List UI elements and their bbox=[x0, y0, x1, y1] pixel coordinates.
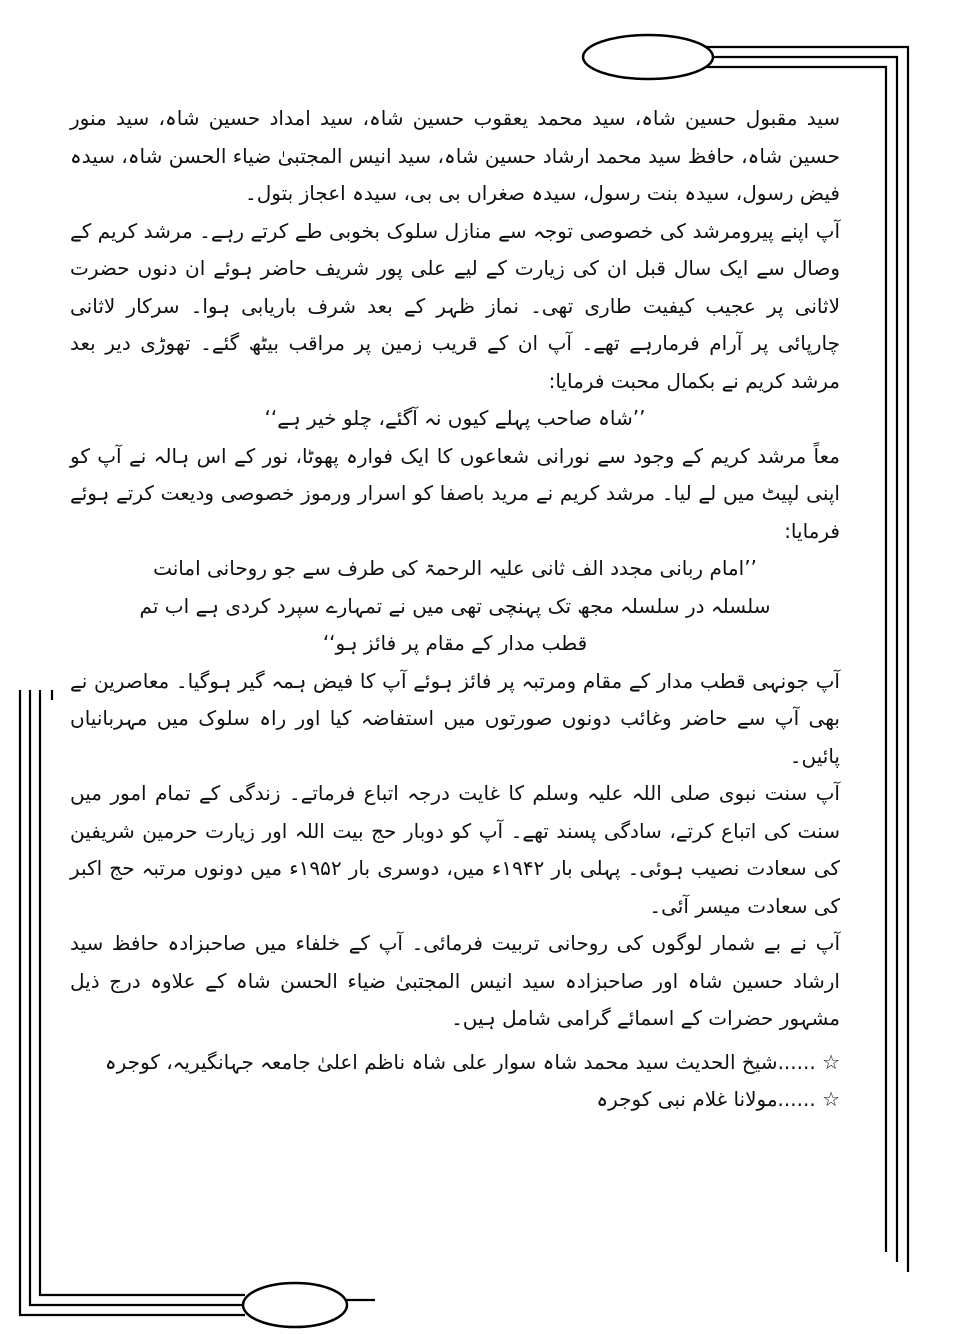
page-text-body bbox=[70, 100, 840, 1119]
top-oval-ornament bbox=[583, 35, 713, 79]
paragraph-sunnat-hajj: آپ سنت نبوی صلی اللہ علیہ وسلم کا غایت درجہ اتباع فرماتے۔ زندگی کے تمام امور میں سنت کی اتباع کرتے، سادگی پسند تھے۔ آپ کو دوبار حج بیت اللہ اور زیارت حرمین شریفین کی سعادت نصیب ہوئی۔ پہلی بار ۱۹۴۲ء میں، دوسری بار ۱۹۵۲ء میں دونوں مرتبہ حج اکبر کی سعادت میسر آئی۔ bbox=[70, 781, 840, 918]
quote-amanat-line-2: سلسلہ در سلسلہ مجھ تک پہنچی تھی میں نے تمہارے سپرد کردی ہے اب تم bbox=[139, 593, 771, 618]
paragraph-visit-murshid: آپ اپنے پیرومرشد کی خصوصی توجہ سے منازل سلوک بخوبی طے کرتے رہے۔ مرشد کریم کے وصال سے ایک سال قبل ان کی زیارت کے لیے علی پور شریف حاضر ہوئے ان دنوں حضرت لاثانی پر عجیب کیفیت طاری تھی۔ نماز ظہر کے بعد شرف باریابی ہوا۔ سرکار لاثانی چارپائی پر آرام فرمارہے تھے۔ آپ ان کے قریب زمین پر مراقب بیٹھ گئے۔ تھوڑی دیر بعد مرشد کریم نے بکمال محبت فرمایا: bbox=[70, 218, 840, 393]
paragraph-noor-fountain: معاً مرشد کریم کے وجود سے نورانی شعاعوں کا ایک فوارہ پھوٹا، نور کے اس ہالہ نے آپ کو اپنی لپیٹ میں لے لیا۔ مرشد کریم نے مرید باصفا کو اسرار ورموز خصوصی ودیعت کرتے ہوئے فرمایا: bbox=[70, 443, 840, 543]
quote-shah-sahib: ’’شاہ صاحب پہلے کیوں نہ آگئے، چلو خیر ہے‘‘ bbox=[264, 406, 646, 430]
list-item-khalifa-2: ☆ ......مولانا غلام نبی کوجرہ bbox=[596, 1087, 840, 1111]
quote-amanat-line-1: ’’امام ربانی مجدد الف ثانی علیہ الرحمۃ کی طرف سے جو روحانی امانت bbox=[153, 556, 757, 580]
paragraph-khulafa: آپ نے بے شمار لوگوں کی روحانی تربیت فرمائی۔ آپ کے خلفاء میں صاحبزادہ حافظ سید ارشاد حسین شاہ اور صاحبزادہ سید انیس المجتبیٰ ضیاء الحسن شاہ کے علاوہ درج ذیل مشہور حضرات کے اسمائے گرامی شامل ہیں۔ bbox=[70, 931, 840, 1030]
quote-amanat-line-3: قطب مدار کے مقام پر فائز ہو‘‘ bbox=[322, 631, 588, 655]
list-item-khalifa-1: ☆ ......شیخ الحدیث سید محمد شاہ سوار علی شاہ ناظم اعلیٰ جامعہ جہانگیریہ، کوجرہ bbox=[104, 1049, 840, 1074]
bottom-oval-ornament bbox=[243, 1283, 347, 1327]
paragraph-family-names: سید مقبول حسین شاہ، سید محمد یعقوب حسین شاہ، سید امداد حسین شاہ، سید منور حسین شاہ، حافظ سید محمد ارشاد حسین شاہ، سید انیس المجتبیٰ ضیاء الحسن شاہ، سیدہ فیض رسول، سیدہ بنت رسول، سیدہ صغراں بی بی، سیدہ اعجاز بتول۔ bbox=[70, 106, 840, 205]
paragraph-qutb-madar: آپ جونہی قطب مدار کے مقام ومرتبہ پر فائز ہوئے آپ کا فیض ہمہ گیر ہوگیا۔ معاصرین نے بھی آپ سے حاضر وغائب دونوں صورتوں میں استفاضہ کیا اور راہ سلوک میں مہربانیاں پائیں۔ bbox=[70, 668, 840, 768]
